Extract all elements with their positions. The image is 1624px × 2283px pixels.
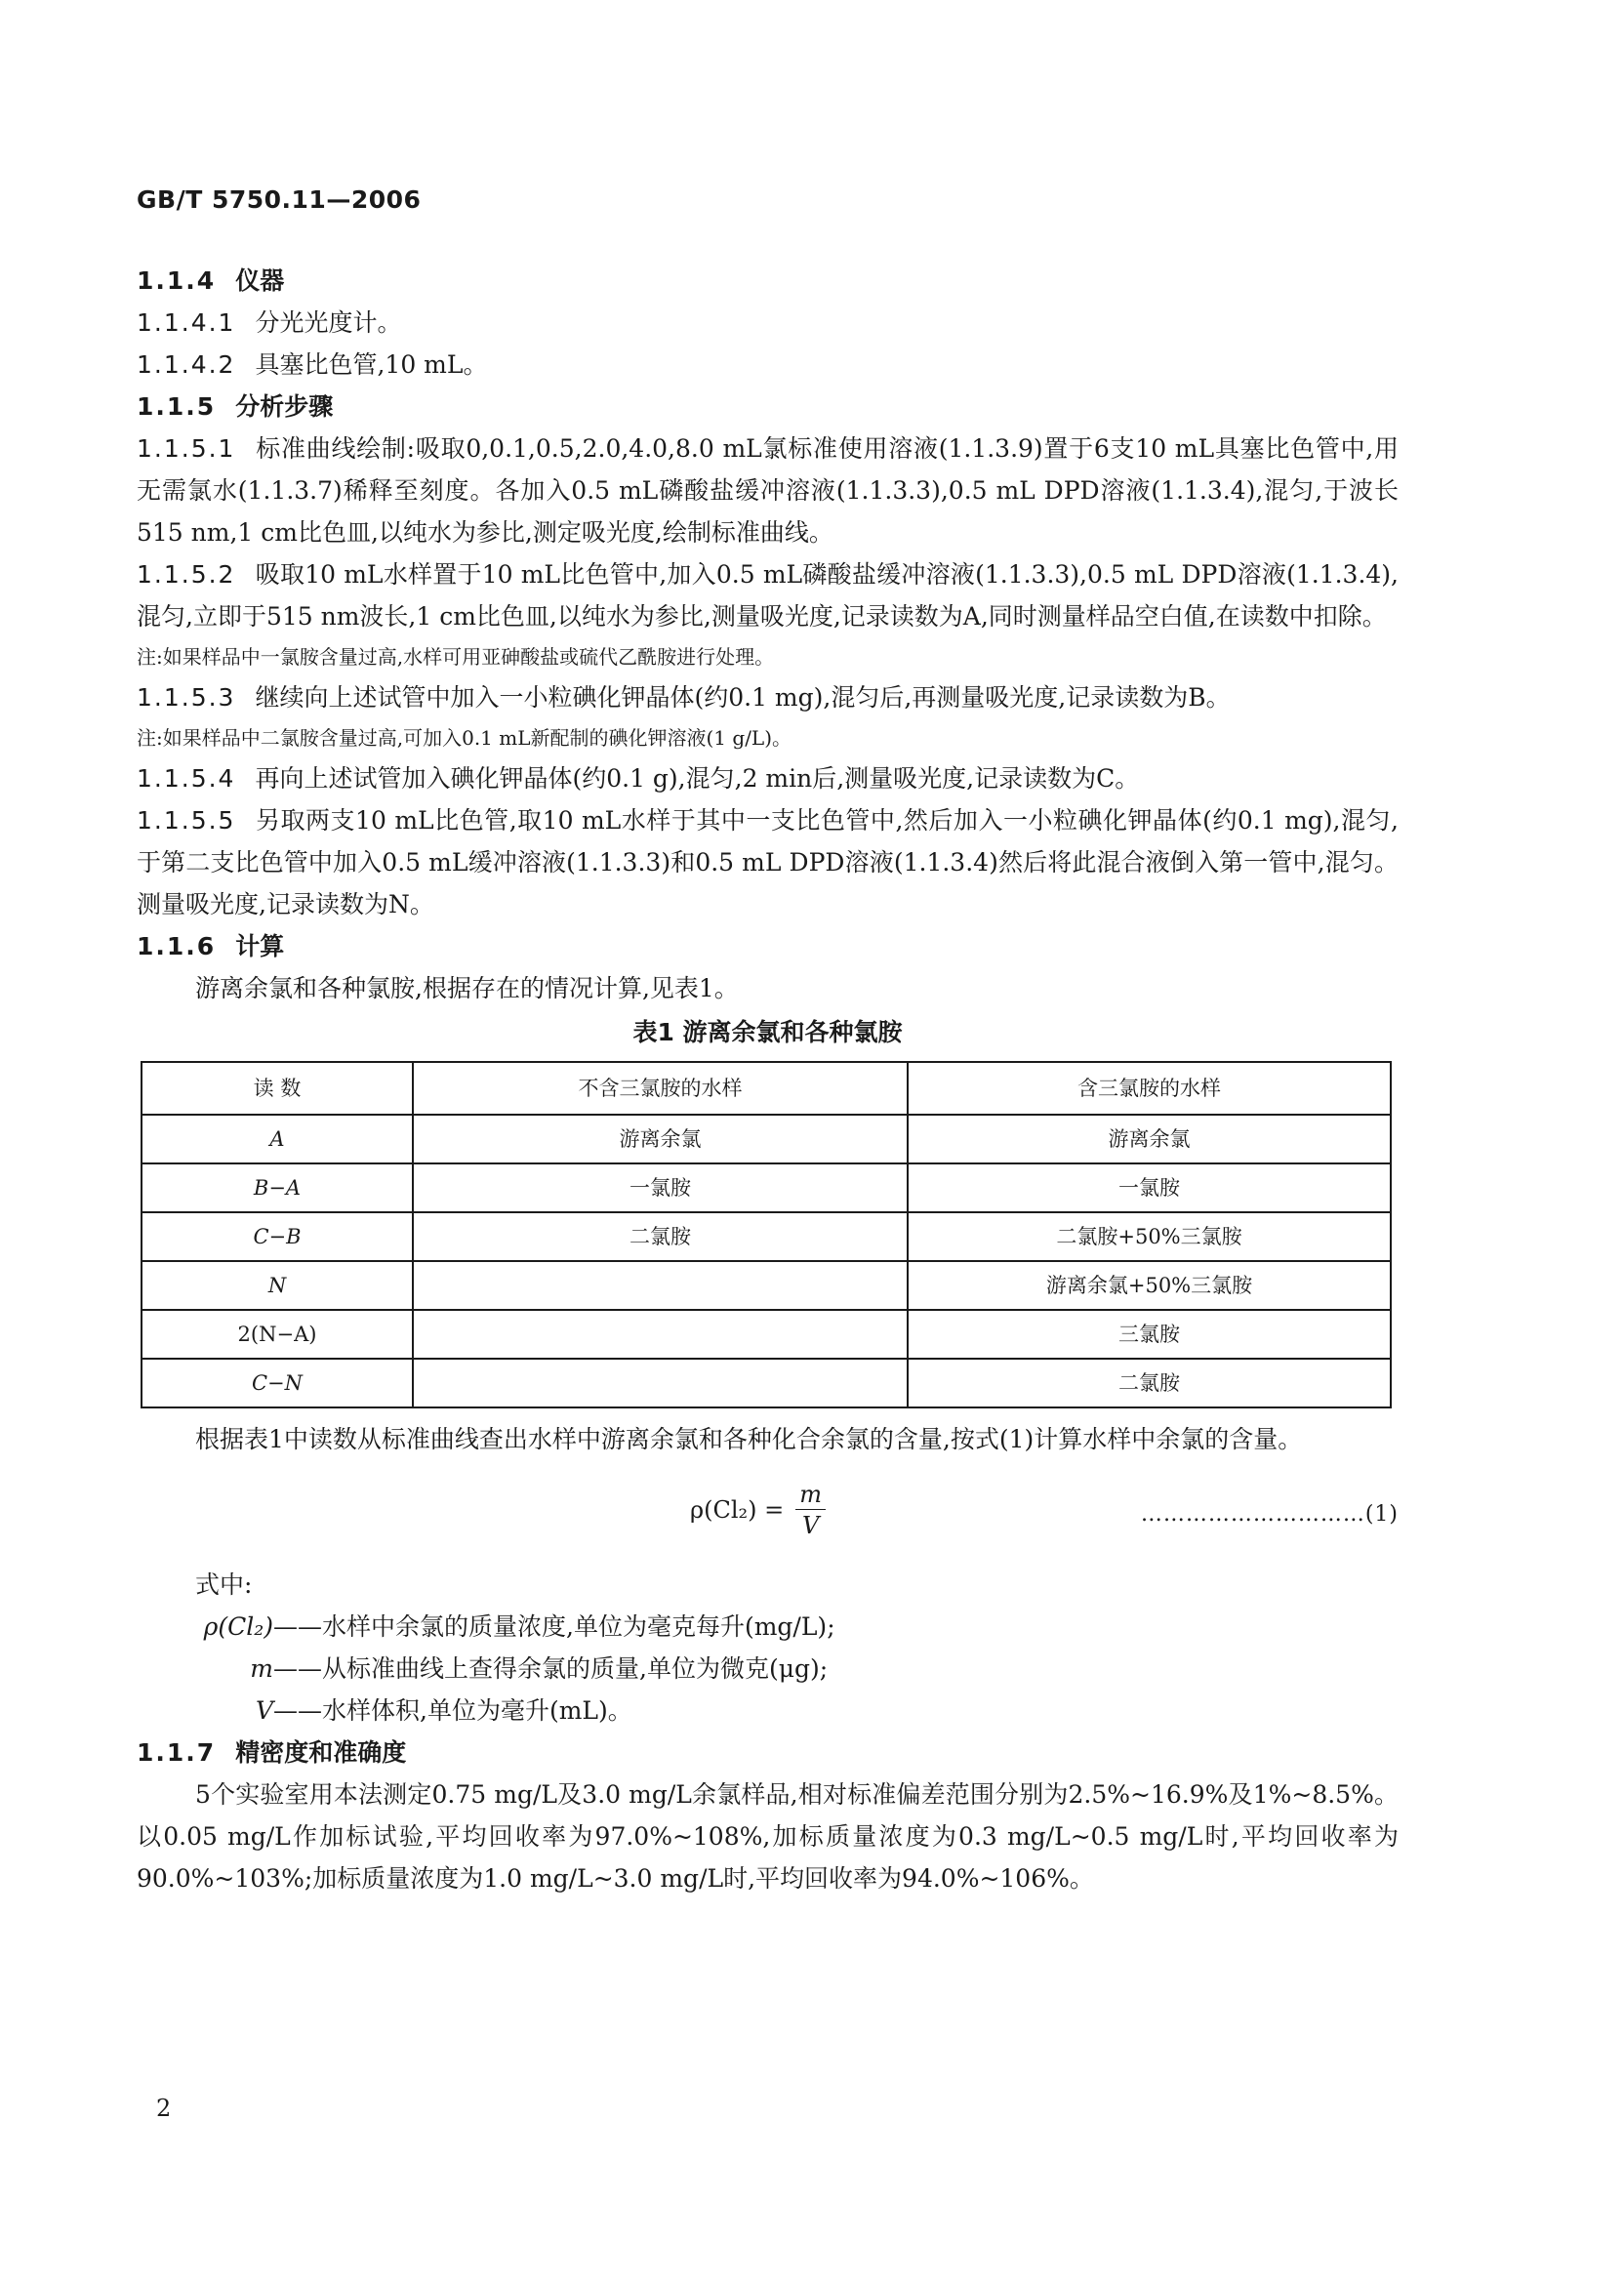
table-cell: A — [142, 1115, 413, 1163]
formula-expression — [690, 1480, 826, 1541]
table-row — [142, 1261, 1391, 1310]
table-cell: N — [142, 1261, 413, 1310]
table-header-cell: 读 数 — [142, 1062, 413, 1115]
table-cell — [413, 1261, 908, 1310]
main-content — [137, 260, 1399, 1899]
definition-row — [137, 1606, 1399, 1648]
note-1: 注:如果样品中一氯胺含量过高,水样可用亚砷酸盐或硫代乙酰胺进行处理。 — [137, 645, 775, 669]
table-cell: 二氯胺 — [908, 1359, 1391, 1407]
formula-fraction — [795, 1480, 826, 1541]
table-cell: 游离余氯+50%三氯胺 — [908, 1261, 1391, 1310]
table-row — [142, 1115, 1391, 1163]
definition-text: ——水样中余氯的质量浓度,单位为毫克每升(mg/L); — [273, 1612, 835, 1641]
note-2: 注:如果样品中二氯胺含量过高,可加入0.1 mL新配制的碘化钾溶液(1 g/L)。 — [137, 726, 792, 750]
definition-row — [137, 1690, 1399, 1732]
table-1 — [141, 1061, 1392, 1408]
section-1-1-4-2: 1.1.4.2 具塞比色管,10 mL。 — [137, 350, 488, 379]
table-row — [142, 1310, 1391, 1359]
definition-symbol: m — [250, 1654, 273, 1683]
page-number: 2 — [156, 2095, 172, 2122]
section-1-1-4-1: 1.1.4.1 分光光度计。 — [137, 308, 402, 337]
table-row — [142, 1212, 1391, 1261]
section-1-1-7-text: 5个实验室用本法测定0.75 mg/L及3.0 mg/L余氯样品,相对标准偏差范围分别为2.5%~16.9%及1%~8.5%。以0.05 mg/L作加标试验,平均回收率为97.0%~108%,加标质量浓度为0.3 mg/L~0.5 mg/L时,平均回收率为90.0%~103%;加标质量浓度为1.0 mg/L~3.0 mg/L时,平均回收率为94.0%~106%。 — [137, 1780, 1399, 1893]
where-label: 式中: — [195, 1570, 253, 1599]
table-cell: 一氯胺 — [908, 1163, 1391, 1212]
table-cell: 二氯胺 — [413, 1212, 908, 1261]
table-cell: 2(N−A) — [142, 1310, 413, 1359]
table-header-cell: 含三氯胺的水样 — [908, 1062, 1391, 1115]
table-row — [142, 1359, 1391, 1407]
table-row — [142, 1163, 1391, 1212]
table-header-row — [142, 1062, 1391, 1115]
table-cell: C−B — [142, 1212, 413, 1261]
section-1-1-6-text: 游离余氯和各种氯胺,根据存在的情况计算,见表1。 — [195, 974, 739, 1002]
section-1-1-7-heading: 1.1.7 精密度和准确度 — [137, 1738, 407, 1767]
section-1-1-5-heading: 1.1.5 分析步骤 — [137, 392, 334, 421]
formula-lhs: ρ(Cl₂) = — [690, 1496, 785, 1524]
section-1-1-4-heading: 1.1.4 仪器 — [137, 266, 285, 295]
section-1-1-5-2: 1.1.5.2 吸取10 mL水样置于10 mL比色管中,加入0.5 mL磷酸盐缓冲溶液(1.1.3.3),0.5 mL DPD溶液(1.1.3.4),混匀,立即于515 nm波长,1 cm比色皿,以纯水为参比,测量吸光度,记录读数为A,同时测量样品空白值,在读数中扣除。 — [137, 560, 1399, 631]
formula-denominator: V — [801, 1512, 820, 1539]
table-cell: 游离余氯 — [908, 1115, 1391, 1163]
table-cell — [413, 1310, 908, 1359]
table-cell: C−N — [142, 1359, 413, 1407]
section-1-1-6-heading: 1.1.6 计算 — [137, 932, 285, 960]
after-table-text: 根据表1中读数从标准曲线查出水样中游离余氯和各种化合余氯的含量,按式(1)计算水样中余氯的含量。 — [195, 1425, 1303, 1453]
table-cell: B−A — [142, 1163, 413, 1212]
table-cell: 三氯胺 — [908, 1310, 1391, 1359]
table-1-title: 表1 游离余氯和各种氯胺 — [632, 1018, 903, 1046]
table-cell: 游离余氯 — [413, 1115, 908, 1163]
section-1-1-5-3: 1.1.5.3 继续向上述试管中加入一小粒碘化钾晶体(约0.1 mg),混匀后,再测量吸光度,记录读数为B。 — [137, 683, 1231, 712]
section-1-1-5-5: 1.1.5.5 另取两支10 mL比色管,取10 mL水样于其中一支比色管中,然后加入一小粒碘化钾晶体(约0.1 mg),混匀,于第二支比色管中加入0.5 mL缓冲溶液(1.1.3.3)和0.5 mL DPD溶液(1.1.3.4)然后将此混合液倒入第一管中,混匀。测量吸光度,记录读数为N。 — [137, 806, 1399, 918]
definition-row — [137, 1648, 1399, 1690]
formula-1 — [137, 1468, 1399, 1556]
standard-code: GB/T 5750.11—2006 — [137, 185, 422, 214]
table-header-cell: 不含三氯胺的水样 — [413, 1062, 908, 1115]
definition-symbol: ρ(Cl₂) — [203, 1612, 273, 1641]
equation-number: …………………………(1) — [1140, 1502, 1399, 1527]
definition-text: ——从标准曲线上查得余氯的质量,单位为微克(μg); — [273, 1654, 829, 1683]
table-cell: 一氯胺 — [413, 1163, 908, 1212]
table-cell — [413, 1359, 908, 1407]
definition-text: ——水样体积,单位为毫升(mL)。 — [273, 1696, 632, 1725]
table-cell: 二氯胺+50%三氯胺 — [908, 1212, 1391, 1261]
definition-symbol: V — [255, 1696, 273, 1725]
formula-numerator: m — [795, 1480, 826, 1510]
section-1-1-5-1: 1.1.5.1 标准曲线绘制:吸取0,0.1,0.5,2.0,4.0,8.0 mL氯标准使用溶液(1.1.3.9)置于6支10 mL具塞比色管中,用无需氯水(1.1.3.7)稀释至刻度。各加入0.5 mL磷酸盐缓冲溶液(1.1.3.3),0.5 mL DPD溶液(1.1.3.4),混匀,于波长515 nm,1 cm比色皿,以纯水为参比,测定吸光度,绘制标准曲线。 — [137, 434, 1399, 547]
section-1-1-5-4: 1.1.5.4 再向上述试管加入碘化钾晶体(约0.1 g),混匀,2 min后,测量吸光度,记录读数为C。 — [137, 764, 1140, 793]
definitions-list — [137, 1606, 1399, 1732]
